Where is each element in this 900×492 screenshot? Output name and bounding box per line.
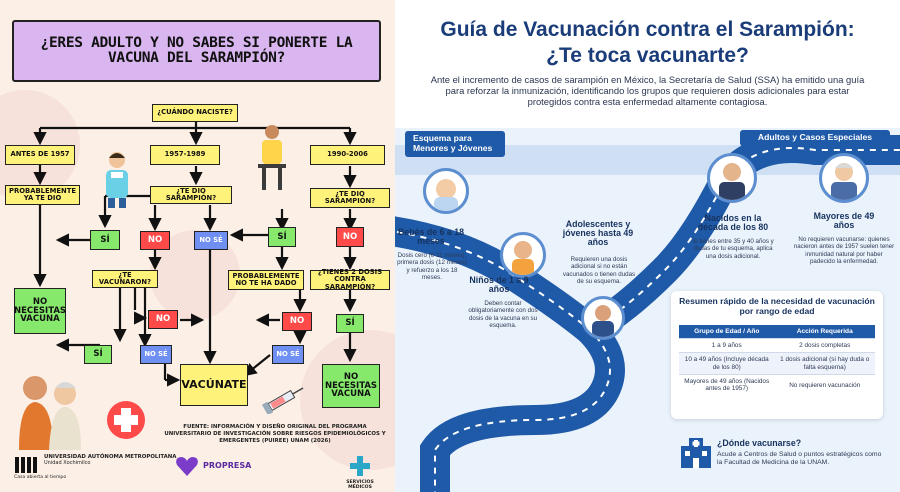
vaccination-guide-infographic xyxy=(395,0,900,492)
teens-text: Requieren una dosis adicional si no están vacunados o tienen dudas de su esquema. xyxy=(562,256,636,286)
summary-table-card xyxy=(671,291,883,419)
baby-avatar xyxy=(423,168,469,214)
table-header-action: Acción Requerida xyxy=(774,325,875,339)
baby-icon xyxy=(426,171,466,211)
propresa-name: PROPRESA xyxy=(203,460,252,470)
uam-emblem-icon xyxy=(14,455,40,475)
answer-dont-know: NO SÉ xyxy=(194,231,228,250)
no-vaccine-needed-right: NO NECESITAS VACUNA xyxy=(322,364,380,408)
table-row xyxy=(679,353,875,375)
answer-no-doses: NO xyxy=(282,312,312,331)
servicios-medicos-logo xyxy=(335,455,385,490)
summary-table xyxy=(679,325,875,396)
adult-man-icon xyxy=(710,156,754,200)
guide-title-line2: ¿Te toca vacunarte? xyxy=(546,44,749,67)
adults-label: Adultos y Casos Especiales xyxy=(740,130,890,146)
table-cell-action: No requieren vacunación xyxy=(774,375,875,396)
kids-text: Deben contar obligatoriamente con dos dosis de la vacuna en su esquema. xyxy=(468,300,538,330)
table-cell-action: 1 dosis adicional (si hay duda o falta esquema) xyxy=(774,353,875,375)
guide-intro: Ante el incremento de casos de sarampión en México, la Secretaría de Salud (SSA) ha emitido una guía para reforzar la inmunización, identificando los grupos que requieren dosis adicionales para estar protegidos contra esta enfermedad altamente contagiosa. xyxy=(430,74,865,108)
teen-avatar xyxy=(581,296,625,340)
hospital-icon xyxy=(679,436,713,470)
question-had-measles-mid: ¿TE DIO SARAMPIÓN? xyxy=(150,186,232,204)
question-birth-year: ¿CUÁNDO NACISTE? xyxy=(152,104,238,122)
answer-yes: SÍ xyxy=(90,230,120,250)
question-had-measles-right: ¿TE DIO SARAMPIÓN? xyxy=(310,188,390,208)
answer-dont-know-doses: NO SÉ xyxy=(272,345,304,364)
uam-name: UNIVERSIDAD AUTÓNOMA METROPOLITANA xyxy=(44,454,177,460)
option-1990-2006: 1990-2006 xyxy=(310,145,385,165)
older-man-icon xyxy=(822,156,866,200)
option-before-1957: ANTES DE 1957 xyxy=(5,145,75,165)
servicios-cross-icon xyxy=(349,455,371,477)
young-scheme-label: Esquema para Menores y Jóvenes xyxy=(405,131,505,157)
probably-not-had: PROBABLEMENTE NO TE HA DADO xyxy=(228,270,304,290)
vaccinate-result: VACÚNATE xyxy=(180,364,248,406)
teen-icon xyxy=(584,299,622,337)
table-cell-action: 2 dosis completas xyxy=(774,339,875,353)
flowchart-title: ¿ERES ADULTO Y NO SABES SI PONERTE LA VACUNA DEL SARAMPIÓN? xyxy=(12,20,381,82)
table-cell-age: 10 a 49 años (Incluye década de los 80) xyxy=(679,353,774,375)
patient-illustration xyxy=(250,122,294,194)
answer-yes-vaccinated: SÍ xyxy=(84,345,112,364)
where-title: ¿Dónde vacunarse? xyxy=(717,438,802,448)
answer-no-vaccinated: NO xyxy=(148,310,178,329)
answer-dont-know-vaccinated: NO SÉ xyxy=(140,345,172,364)
babies-text: Dosis cero (6-11 meses), primera dosis (12 meses) y refuerzo a los 18 meses. xyxy=(397,252,467,282)
flowchart-infographic xyxy=(0,0,395,492)
no-vaccine-needed-left: NO NECESITAS VACUNA xyxy=(14,288,66,334)
probably-had-measles: PROBABLEMENTE YA TE DIO xyxy=(5,185,80,205)
answer-no: NO xyxy=(140,231,170,250)
eighties-text: Si tienes entre 35 y 40 años y dudas de tu esquema, aplica una dosis adicional. xyxy=(692,238,774,260)
answer-yes-doses: SÍ xyxy=(336,314,364,333)
medical-cross-icon xyxy=(106,400,146,440)
child-avatar xyxy=(500,232,546,278)
question-two-doses: ¿TIENES 2 DOSIS CONTRA SARAMPIÓN? xyxy=(310,270,390,290)
child-icon xyxy=(503,235,543,275)
teens-title: Adolescentes y jóvenes hasta 49 años xyxy=(562,219,634,248)
table-cell-age: Mayores de 49 años (Nacidos antes de 1957) xyxy=(679,375,774,396)
kids-title: Niños de 1 a 9 años xyxy=(469,275,529,295)
guide-title-line1: Guía de Vacunación contra el Sarampión: xyxy=(440,18,855,41)
uam-logo xyxy=(14,455,176,480)
older-text: No requieren vacunarse: quienes nacieron antes de 1957 suelen tener inmunidad natural por haber padecido la enfermedad. xyxy=(793,236,895,266)
answer-yes-right: SÍ xyxy=(268,227,296,247)
table-cell-age: 1 a 9 años xyxy=(679,339,774,353)
answer-no-right: NO xyxy=(336,227,364,247)
table-header-age: Grupo de Edad / Año xyxy=(679,325,774,339)
babies-title: Bebés de 6 a 18 meses xyxy=(397,227,464,247)
servicios-name: SERVICIOS MÉDICOS xyxy=(346,479,374,490)
table-row xyxy=(679,339,875,353)
propresa-logo xyxy=(175,455,251,477)
elderly-couple-illustration xyxy=(5,370,115,450)
uam-unit: Unidad Xochimilco xyxy=(44,459,91,466)
question-vaccinated: ¿TE VACUNARON? xyxy=(92,270,158,288)
source-note: FUENTE: INFORMACIÓN Y DISEÑO ORIGINAL DEL PROGRAMA UNIVERSITARIO DE INVESTIGACIÓN SOBRE RIESGOS EPIDEMIOLÓGICOS Y EMERGENTES (PUIREE) UNAM (2026) xyxy=(164,424,386,444)
doctor-illustration xyxy=(92,148,142,208)
older-title: Mayores de 49 años xyxy=(813,211,875,231)
adult-80s-avatar xyxy=(707,153,757,203)
propresa-heart-icon xyxy=(175,455,199,477)
syringe-icon xyxy=(258,384,310,414)
table-row xyxy=(679,375,875,396)
eighties-title: Nacidos en la década de los 80 xyxy=(697,213,769,233)
older-adult-avatar xyxy=(819,153,869,203)
option-1957-1989: 1957-1989 xyxy=(150,145,220,165)
summary-table-title: Resumen rápido de la necesidad de vacunación por rango de edad xyxy=(679,296,875,316)
where-text: Acude a Centros de Salud o puntos estratégicos como la Facultad de Medicina de la UNAM. xyxy=(717,451,882,467)
uam-motto: Casa abierta al tiempo xyxy=(14,475,67,480)
